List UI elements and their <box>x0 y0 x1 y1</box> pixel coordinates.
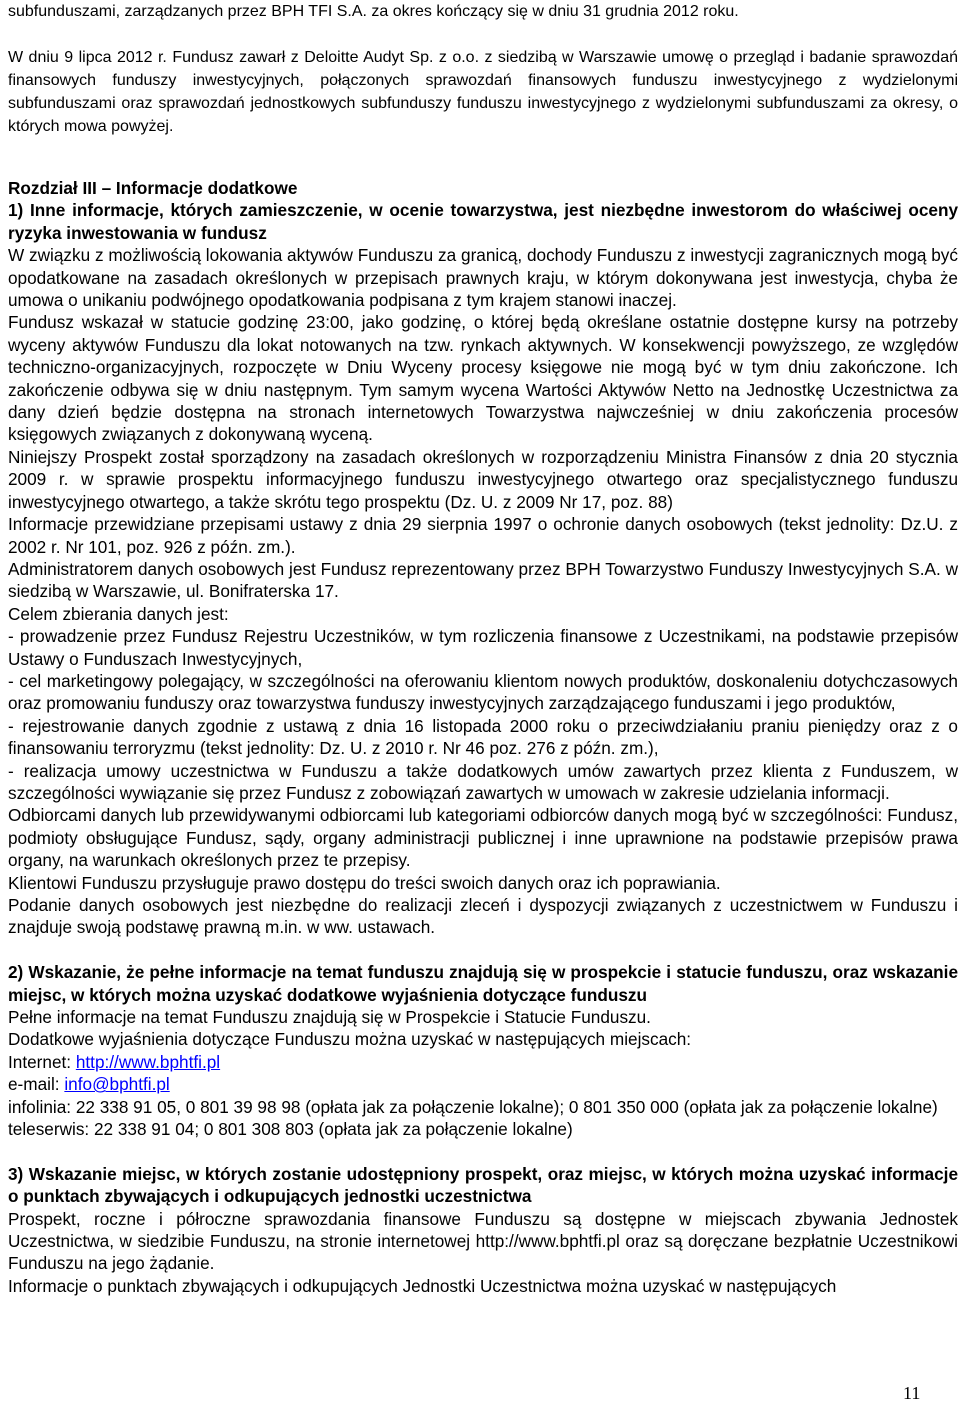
section-2-heading: 2) Wskazanie, że pełne informacje na temat funduszu znajdują się w prospekcie i statucie funduszu, oraz wskazanie miejsc, w których można uzyskać dodatkowe wyjaśnienia dotyczące funduszu <box>8 962 958 1005</box>
chapter-block <box>8 177 958 1297</box>
list-item: - realizacja umowy uczestnictwa w Funduszu a także dodatkowych umów zawartych przez klienta z Funduszem, w szczególności wywiązanie się przez Fundusz z zobowiązań zawartych w umowach w zakresie udzielania informacji. <box>8 760 958 803</box>
body-paragraph: Administratorem danych osobowych jest Fundusz reprezentowany przez BPH Towarzystwo Funduszy Inwestycyjnych S.A. w siedzibą w Warszawie, ul. Bonifraterska 17. <box>8 558 958 602</box>
body-paragraph: Klientowi Funduszu przysługuje prawo dostępu do treści swoich danych oraz ich poprawiania. <box>8 872 721 893</box>
section-2 <box>8 961 958 1140</box>
list-item: - cel marketingowy polegający, w szczególności na oferowaniu klientom nowych produktów, doskonaleniu dotychczasowych oraz promowaniu funduszy oraz towarzystwa funduszy inwestycyjnych zarządzającego funduszami i jego produktów, <box>8 670 958 714</box>
section-1-heading: 1) Inne informacje, których zamieszczenie, w ocenie towarzystwa, jest niezbędne inwestorom do właściwej oceny ryzyka inwestowania w fundusz <box>8 200 958 243</box>
full-info-text: Pełne informacje na temat Funduszu znajdują się w Prospekcie i Statucie Funduszu. <box>8 1007 651 1028</box>
chapter-title: Rozdział III – Informacje dodatkowe <box>8 178 298 198</box>
teleservice-text: teleserwis: 22 338 91 04; 0 801 308 803 (opłata jak za połączenie lokalne) <box>8 1119 573 1140</box>
internet-line <box>8 1051 958 1073</box>
body-paragraph: Prospekt, roczne i półroczne sprawozdania finansowe Funduszu są dostępne w miejscach zbywania Jednostek Uczestnictwa, w siedzibie Funduszu, na stronie internetowej http://www.bphtfi.pl oraz są doręczane bezpłatnie Uczestnikowi Funduszu na jego żądanie. <box>8 1208 958 1274</box>
section-3 <box>8 1163 958 1297</box>
body-paragraph: Podanie danych osobowych jest niezbędne do realizacji zleceń i dyspozycji związanych z uczestnictwem w Funduszu i znajduje swoją podstawę prawną m.in. w ww. ustawach. <box>8 895 958 938</box>
email-label: e-mail: <box>8 1074 60 1095</box>
body-paragraph: Odbiorcami danych lub przewidywanymi odbiorcami lub kategoriami odbiorców danych mogą być w szczególności: Fundusz, podmioty obsługujące Fundusz, sądy, organy administracji publicznej i inne uprawnione na podstawie przepisów prawa organy, na warunkach określonych przez te przepisy. <box>8 805 958 871</box>
body-paragraph: Fundusz wskazał w statucie godzinę 23:00, jako godzinę, o której będą określane ostatnie dostępne kursy na potrzeby wyceny aktywów Funduszu dla lokat notowanych na tzw. rynkach aktywnych. W konsekwencji powyższego, ze względów techniczno-organizacyjnych, rozpoczęte w Dniu Wyceny procesy księgowe nie mogą być w tym dniu zakończone. Ich zakończenie odbywa się w dniu następnym. Tym samym wycena Wartości Aktywów Netto na Jednostkę Uczestnictwa za dany dzień będzie dostępna na stronach internetowych Towarzystwa najwcześniej w dniu zakończenia procesów księgowych związanych z dokonywaną wyceną. <box>8 312 958 445</box>
list-item: - rejestrowanie danych zgodnie z ustawą z dnia 16 listopada 2000 roku o przeciwdziałaniu praniu pieniędzy oraz z o finansowaniu terroryzmu (tekst jednolity: Dz. U. z 2010 r. Nr 46 poz. 276 z późn. zm.), <box>8 715 958 759</box>
hotline-text: infolinia: 22 338 91 05, 0 801 39 98 98 (opłata jak za połączenie lokalne); 0 801 350 000 (opłata jak za połączenie lokalne) <box>8 1096 938 1117</box>
section-1 <box>8 199 958 938</box>
body-paragraph: Informacje przewidziane przepisami ustawy z dnia 29 sierpnia 1997 o ochronie danych osobowych (tekst jednolity: Dz.U. z 2002 r. Nr 101, poz. 926 z późn. zm.). <box>8 514 958 557</box>
list-item: - prowadzenie przez Fundusz Rejestru Uczestników, w tym rozliczenia finansowe z Uczestnikami, na podstawie przepisów Ustawy o Funduszach Inwestycyjnych, <box>8 626 958 669</box>
body-paragraph: Niniejszy Prospekt został sporządzony na zasadach określonych w rozporządzeniu Ministra Finansów z dnia 20 stycznia 2009 r. w sprawie prospektu informacyjnego funduszu inwestycyjnego otwartego oraz specjalistycznego funduszu inwestycyjnego otwartego, a także skrótu tego prospektu (Dz. U. z 2009 Nr 17, poz. 88) <box>8 446 958 512</box>
body-paragraph: W związku z możliwością lokowania aktywów Funduszu za granicą, dochody Funduszu z inwestycji zagranicznych mogą być opodatkowane na zasadach określonych w przepisach prawnych kraju, w którym dokonywana jest inwestycja, chyba że umowa o unikaniu podwójnego opodatkowania podpisana z tym krajem stanowi inaczej. <box>8 245 958 311</box>
body-paragraph: Informacje o punktach zbywających i odkupujących Jednostki Uczestnictwa można uzyskać w następujących <box>8 1275 837 1296</box>
page-content <box>8 0 958 1297</box>
email-link[interactable]: info@bphtfi.pl <box>64 1074 170 1095</box>
internet-label: Internet: <box>8 1051 72 1072</box>
section-3-heading: 3) Wskazanie miejsc, w których zostanie udostępniony prospekt, oraz miejsc, w których można uzyskać informacje o punktach zbywających i odkupujących jednostki uczestnictwa <box>8 1163 958 1207</box>
website-link[interactable]: http://www.bphtfi.pl <box>75 1051 221 1072</box>
page-number: 11 <box>903 1383 921 1403</box>
body-paragraph: Celem zbierania danych jest: <box>8 603 229 624</box>
audit-paragraph: W dniu 9 lipca 2012 r. Fundusz zawarł z Deloitte Audyt Sp. z o.o. z siedzibą w Warszawie umowę o przegląd i badanie sprawozdań finansowych funduszy inwestycyjnych, połączonych sprawozdań finansowych funduszu inwestycyjnego z wydzielonymi subfunduszami oraz sprawozdań jednostkowych subfunduszy funduszu inwestycyjnego z wydzielonymi subfunduszami za okresy, o których mowa powyżej. <box>8 49 958 135</box>
more-info-intro: Dodatkowe wyjaśnienia dotyczące Funduszu można uzyskać w następujących miejscach: <box>8 1029 692 1050</box>
continuation-text: subfunduszami, zarządzanych przez BPH TFI S.A. za okres kończący się w dniu 31 grudnia 2012 roku. <box>8 3 739 20</box>
email-line <box>8 1073 958 1095</box>
intro-block <box>8 0 958 138</box>
